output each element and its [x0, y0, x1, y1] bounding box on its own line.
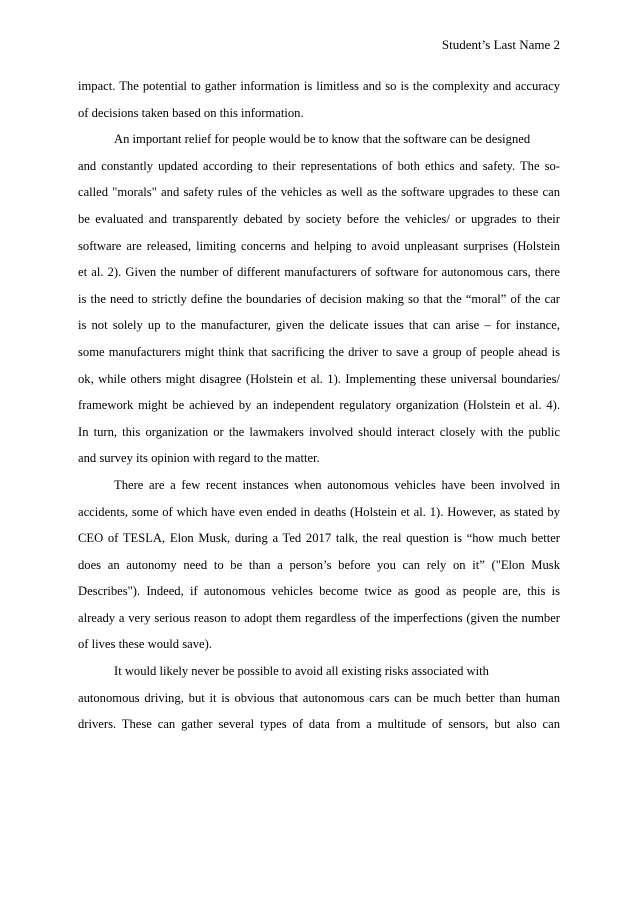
text-line: of lives these would save).: [78, 637, 212, 652]
text-line: does an autonomy need to be than a person’s before you can rely on it” ("Elon Musk: [78, 557, 560, 572]
text-line: be evaluated and transparently debated by society before the vehicles/ or upgrades to their: [78, 211, 560, 226]
text-line: et al. 2). Given the number of different manufacturers of software for autonomous cars, there: [78, 265, 560, 280]
text-line: drivers. These can gather several types of data from a multitude of sensors, but also can: [78, 717, 560, 732]
text-line: In turn, this organization or the lawmakers involved should interact closely with the public: [78, 424, 560, 439]
text-line: ok, while others might disagree (Holstein et al. 1). Implementing these universal boundaries/: [78, 371, 560, 386]
text-line: autonomous driving, but it is obvious that autonomous cars can be much better than human: [78, 690, 560, 705]
text-line: is the need to strictly define the boundaries of decision making so that the “moral” of the car: [78, 291, 560, 306]
text-line: is not solely up to the manufacturer, given the delicate issues that can arise – for instance,: [78, 318, 560, 333]
text-line: and constantly updated according to their representations of both ethics and safety. The so-: [78, 158, 560, 173]
text-line: Describes"). Indeed, if autonomous vehicles become twice as good as people are, this is: [78, 584, 560, 599]
text-line: accidents, some of which have even ended in deaths (Holstein et al. 1). However, as stated by: [78, 504, 560, 519]
running-head: Student’s Last Name 2: [441, 37, 560, 52]
text-line: It would likely never be possible to avoid all existing risks associated with: [114, 664, 489, 679]
text-line: of decisions taken based on this information.: [78, 105, 304, 120]
text-line: framework might be achieved by an independent regulatory organization (Holstein et al. 4).: [78, 398, 560, 413]
text-line: impact. The potential to gather information is limitless and so is the complexity and accuracy: [78, 79, 560, 93]
text-line: An important relief for people would be to know that the software can be designed: [114, 132, 531, 147]
text-line: already a very serious reason to adopt them regardless of the imperfections (given the number: [78, 610, 560, 625]
text-line: and survey its opinion with regard to the matter.: [78, 451, 320, 466]
text-line: There are a few recent instances when autonomous vehicles have been involved in: [114, 477, 560, 492]
text-line: CEO of TESLA, Elon Musk, during a Ted 2017 talk, the real question is “how much better: [78, 531, 560, 546]
body-text: [78, 73, 560, 738]
text-line: some manufacturers might think that sacrificing the driver to save a group of people ahead is: [78, 344, 560, 359]
text-line: software are released, limiting concerns and helping to avoid unpleasant surprises (Holstein: [78, 238, 560, 253]
text-line: called "morals" and safety rules of the vehicles as well as the software upgrades to these can: [78, 185, 560, 200]
